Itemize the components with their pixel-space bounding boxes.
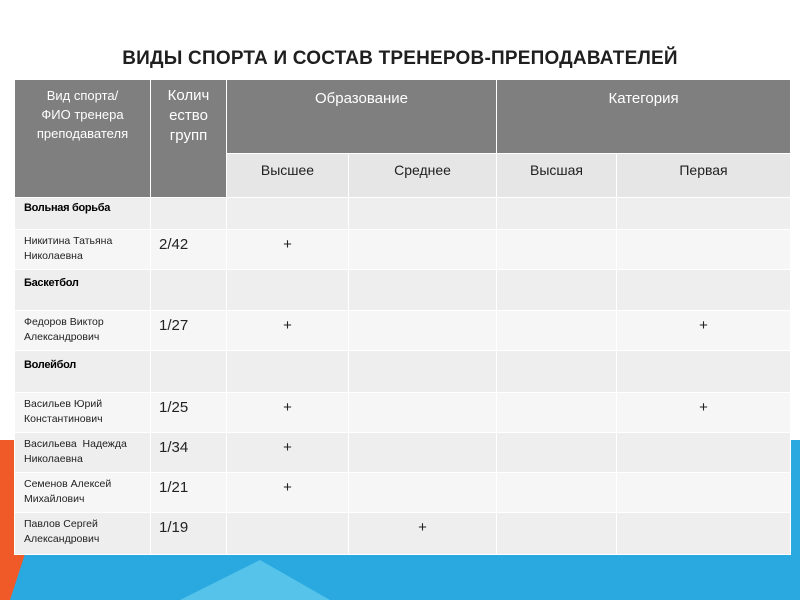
coach-name-line2: Николаевна <box>24 250 83 262</box>
group-count: 2/42 <box>151 230 227 270</box>
coach-name-line2: Александрович <box>24 533 100 545</box>
highest-category-mark <box>497 473 617 513</box>
higher-education-mark <box>227 270 349 311</box>
group-count <box>151 270 227 311</box>
coach-name <box>15 513 151 555</box>
header-count-line2: ество <box>169 107 208 124</box>
group-count: 1/21 <box>151 473 227 513</box>
first-category-mark <box>617 473 791 513</box>
group-count <box>151 351 227 393</box>
header-highest-category: Высшая <box>497 154 617 198</box>
higher-education-mark: + <box>227 433 349 473</box>
table-row <box>15 393 791 433</box>
secondary-education-mark: + <box>349 513 497 555</box>
first-category-mark <box>617 351 791 393</box>
sport-name: Баскетбол <box>15 270 151 311</box>
first-category-mark <box>617 513 791 555</box>
table-row <box>15 473 791 513</box>
group-count: 1/34 <box>151 433 227 473</box>
secondary-education-mark <box>349 270 497 311</box>
highest-category-mark <box>497 433 617 473</box>
secondary-education-mark <box>349 311 497 351</box>
group-count: 1/27 <box>151 311 227 351</box>
coach-name-line2: Александрович <box>24 331 100 343</box>
highest-category-mark <box>497 230 617 270</box>
first-category-mark <box>617 198 791 230</box>
coach-name-line1: Васильева Надежда <box>24 438 127 450</box>
secondary-education-mark <box>349 393 497 433</box>
first-category-mark: + <box>617 311 791 351</box>
highest-category-mark <box>497 351 617 393</box>
highest-category-mark <box>497 311 617 351</box>
highest-category-mark <box>497 198 617 230</box>
header-sport-coach <box>15 80 151 198</box>
secondary-education-mark <box>349 198 497 230</box>
first-category-mark <box>617 270 791 311</box>
header-first-category: Первая <box>617 154 791 198</box>
coach-name-line1: Никитина Татьяна <box>24 235 113 247</box>
highest-category-mark <box>497 393 617 433</box>
header-secondary-education: Среднее <box>349 154 497 198</box>
higher-education-mark <box>227 513 349 555</box>
header-education: Образование <box>227 80 497 154</box>
table-row <box>15 230 791 270</box>
coach-name <box>15 311 151 351</box>
higher-education-mark <box>227 351 349 393</box>
coaches-table <box>14 79 791 555</box>
secondary-education-mark <box>349 473 497 513</box>
coach-name-line1: Семенов Алексей <box>24 478 112 490</box>
coach-name-line2: Михайлович <box>24 493 85 505</box>
coach-name <box>15 473 151 513</box>
table-row <box>15 351 791 393</box>
table-row <box>15 311 791 351</box>
coach-name <box>15 230 151 270</box>
secondary-education-mark <box>349 351 497 393</box>
coach-name-line1: Васильев Юрий <box>24 398 103 410</box>
secondary-education-mark <box>349 230 497 270</box>
first-category-mark: + <box>617 393 791 433</box>
group-count: 1/25 <box>151 393 227 433</box>
sport-name: Волейбол <box>15 351 151 393</box>
header-count-line1: Колич <box>167 87 210 104</box>
coach-name <box>15 433 151 473</box>
coach-name <box>15 393 151 433</box>
table-row <box>15 270 791 311</box>
coach-name-line2: Константинович <box>24 413 103 425</box>
higher-education-mark <box>227 198 349 230</box>
header-higher-education: Высшее <box>227 154 349 198</box>
group-count <box>151 198 227 230</box>
first-category-mark <box>617 230 791 270</box>
header-sport-line3: преподавателя <box>36 126 129 141</box>
header-count-line3: групп <box>169 127 208 144</box>
header-sport-line1: Вид спорта/ <box>46 88 119 103</box>
highest-category-mark <box>497 270 617 311</box>
coach-name-line1: Павлов Сергей <box>24 518 98 530</box>
header-sport-line2: ФИО тренера <box>41 107 124 122</box>
table-row <box>15 433 791 473</box>
sport-name: Вольная борьба <box>15 198 151 230</box>
first-category-mark <box>617 433 791 473</box>
coach-name-line1: Федоров Виктор <box>24 316 104 328</box>
table-row <box>15 513 791 555</box>
higher-education-mark: + <box>227 393 349 433</box>
group-count: 1/19 <box>151 513 227 555</box>
slide-title: ВИДЫ СПОРТА И СОСТАВ ТРЕНЕРОВ-ПРЕПОДАВАТЕЛЕЙ <box>122 48 678 69</box>
secondary-education-mark <box>349 433 497 473</box>
highest-category-mark <box>497 513 617 555</box>
higher-education-mark: + <box>227 230 349 270</box>
higher-education-mark: + <box>227 473 349 513</box>
header-category: Категория <box>497 80 791 154</box>
coach-name-line2: Николаевна <box>24 453 83 465</box>
table-row <box>15 198 791 230</box>
header-group-count <box>151 80 227 198</box>
higher-education-mark: + <box>227 311 349 351</box>
